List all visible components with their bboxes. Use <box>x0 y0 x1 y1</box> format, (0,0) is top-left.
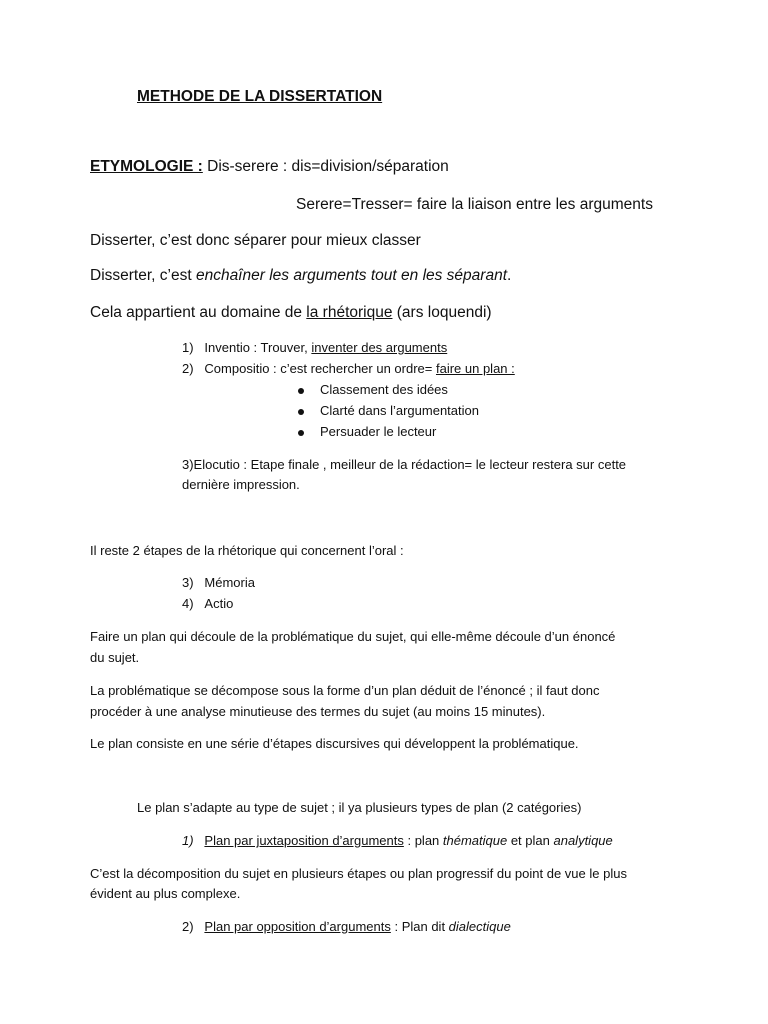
bullet-icon <box>298 388 304 394</box>
step-actio <box>182 596 233 611</box>
plan-italic: analytique <box>553 833 613 848</box>
bullet-text: Persuader le lecteur <box>320 424 437 439</box>
disserter-suffix: . <box>507 267 512 284</box>
plan-opposition <box>182 919 511 934</box>
disserter-italic: enchaîner les arguments tout en les séparant <box>195 267 508 284</box>
disserter-line-2 <box>90 267 511 285</box>
paragraph-plan-line-1: Faire un plan qui découle de la problématique du sujet, qui elle-même découle d’un énoncé <box>90 629 616 644</box>
paragraph-plan-line-2: du sujet. <box>90 650 140 665</box>
step-memoria <box>182 575 255 590</box>
etymology-label: ETYMOLOGIE : <box>90 158 203 175</box>
bullet-text: Clarté dans l’argumentation <box>320 403 479 418</box>
step-inventio <box>182 340 447 355</box>
bullet-item <box>298 382 448 397</box>
bullet-text: Classement des idées <box>320 382 448 397</box>
list-number: 4) <box>182 596 194 611</box>
paragraph-problematique-line-2: procéder à une analyse minutieuse des termes du sujet (au moins 15 minutes). <box>90 704 546 719</box>
plan-description-line-1: C’est la décomposition du sujet en plusieurs étapes ou plan progressif du point de vue le plus <box>90 866 627 881</box>
step-underlined: faire un plan : <box>435 361 515 376</box>
plan-juxtaposition <box>182 833 613 848</box>
list-number: 3) <box>182 575 194 590</box>
oral-intro: Il reste 2 étapes de la rhétorique qui concernent l’oral : <box>90 543 404 558</box>
step-text: Actio <box>204 596 234 611</box>
list-number: 1) <box>182 833 194 848</box>
rhetorique-term: la rhétorique <box>306 304 393 321</box>
step-text: Mémoria <box>204 575 255 590</box>
plan-description-line-2: évident au plus complexe. <box>90 886 241 901</box>
list-number: 2) <box>182 361 194 376</box>
list-number: 2) <box>182 919 194 934</box>
bullet-item <box>298 424 436 439</box>
step-text: Compositio : c’est rechercher un ordre= <box>204 361 436 376</box>
etymology-line <box>90 158 449 176</box>
plan-text: et plan <box>507 833 554 848</box>
plan-text: : plan <box>403 833 443 848</box>
bullet-item <box>298 403 479 418</box>
rhetorique-line <box>90 304 492 322</box>
list-number: 1) <box>182 340 194 355</box>
rhetorique-suffix: (ars loquendi) <box>392 304 492 321</box>
plan-italic: thématique <box>442 833 508 848</box>
bullet-icon <box>298 409 304 415</box>
paragraph-plan-consiste: Le plan consiste en une série d’étapes discursives qui développent la problématique. <box>90 736 579 751</box>
plan-type-label: Plan par juxtaposition d’arguments <box>204 833 404 848</box>
etymology-text: Dis-serere : dis=division/séparation <box>202 158 449 175</box>
plan-italic: dialectique <box>448 919 511 934</box>
disserter-prefix: Disserter, c’est <box>90 267 196 284</box>
bullet-icon <box>298 430 304 436</box>
step-compositio <box>182 361 515 376</box>
plan-text: : Plan dit <box>390 919 449 934</box>
step-text: Inventio : Trouver, <box>204 340 312 355</box>
page-title: METHODE DE LA DISSERTATION <box>137 88 383 105</box>
step-elocutio-line-2: dernière impression. <box>182 477 300 492</box>
paragraph-plan-adapte: Le plan s’adapte au type de sujet ; il ya plusieurs types de plan (2 catégories) <box>137 800 582 815</box>
step-underlined: inventer des arguments <box>311 340 448 355</box>
step-elocutio-line-1: 3)Elocutio : Etape finale , meilleur de la rédaction= le lecteur restera sur cette <box>182 457 627 472</box>
etymology-serere: Serere=Tresser= faire la liaison entre les arguments <box>296 196 653 213</box>
rhetorique-prefix: Cela appartient au domaine de <box>90 304 307 321</box>
plan-type-label: Plan par opposition d’arguments <box>204 919 391 934</box>
disserter-line-1: Disserter, c’est donc séparer pour mieux classer <box>90 232 421 249</box>
paragraph-problematique-line-1: La problématique se décompose sous la forme d’un plan déduit de l’énoncé ; il faut donc <box>90 683 600 698</box>
